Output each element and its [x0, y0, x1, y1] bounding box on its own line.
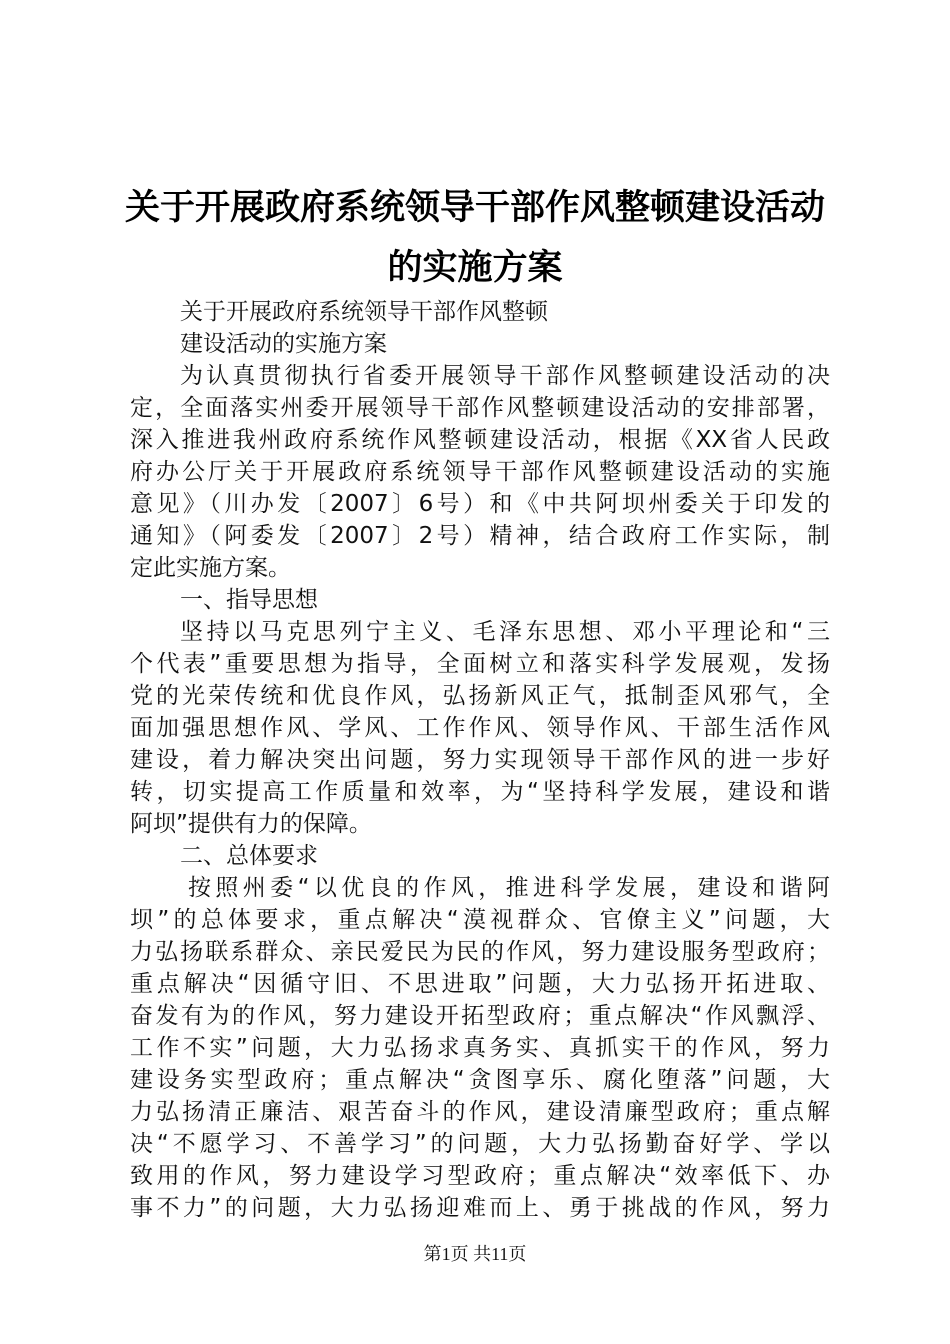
paragraph-line: 定此实施方案。 — [130, 555, 291, 581]
paragraph-line: 府办公厅关于开展政府系统领导干部作风整顿建设活动的实施 — [130, 459, 830, 485]
document-title-line-2: 的实施方案 — [387, 247, 563, 288]
paragraph-line: 面加强思想作风、学风、工作作风、领导作风、干部生活作风 — [130, 715, 830, 741]
paragraph-line: 深入推进我州政府系统作风整顿建设活动，根据《XX省人民政 — [130, 427, 830, 453]
paragraph-line: 力弘扬联系群众、亲民爱民为民的作风，努力建设服务型政府； — [130, 939, 830, 965]
paragraph-line: 定，全面落实州委开展领导干部作风整顿建设活动的安排部署， — [130, 395, 830, 421]
paragraph-line: 奋发有为的作风，努力建设开拓型政府；重点解决“作风飘浮、 — [130, 1003, 830, 1029]
paragraph-line: 力弘扬清正廉洁、艰苦奋斗的作风，建设清廉型政府；重点解 — [130, 1099, 830, 1125]
paragraph-line: 按照州委“以优良的作风，推进科学发展，建设和谐阿 — [188, 875, 830, 901]
section-heading-general-requirements: 二、总体要求 — [180, 843, 318, 869]
section-heading-guiding-thought: 一、指导思想 — [180, 587, 318, 613]
paragraph-line: 意见》（川办发〔2007〕6号）和《中共阿坝州委关于印发的 — [130, 491, 830, 517]
page-number-footer: 第1页 共11页 — [423, 1244, 527, 1264]
paragraph-line: 重点解决“因循守旧、不思进取”问题，大力弘扬开拓进取、 — [130, 971, 830, 997]
subtitle-line-2: 建设活动的实施方案 — [180, 331, 387, 357]
paragraph-line: 坝”的总体要求，重点解决“漠视群众、官僚主义”问题，大 — [130, 907, 830, 933]
paragraph-line: 为认真贯彻执行省委开展领导干部作风整顿建设活动的决 — [180, 363, 830, 389]
paragraph-line: 致用的作风，努力建设学习型政府；重点解决“效率低下、办 — [130, 1163, 830, 1189]
document-title-line-1: 关于开展政府系统领导干部作风整顿建设活动 — [124, 187, 825, 228]
paragraph-line: 事不力”的问题，大力弘扬迎难而上、勇于挑战的作风，努力 — [130, 1195, 830, 1221]
paragraph-line: 转，切实提高工作质量和效率，为“坚持科学发展，建设和谐 — [130, 779, 830, 805]
paragraph-line: 决“不愿学习、不善学习”的问题，大力弘扬勤奋好学、学以 — [130, 1131, 830, 1157]
subtitle-line-1: 关于开展政府系统领导干部作风整顿 — [180, 299, 548, 325]
paragraph-line: 工作不实”问题，大力弘扬求真务实、真抓实干的作风，努力 — [130, 1035, 830, 1061]
paragraph-line: 阿坝”提供有力的保障。 — [130, 811, 372, 837]
paragraph-line: 坚持以马克思列宁主义、毛泽东思想、邓小平理论和“三 — [180, 619, 830, 645]
paragraph-line: 党的光荣传统和优良作风，弘扬新风正气，抵制歪风邪气，全 — [130, 683, 830, 709]
paragraph-line: 建设，着力解决突出问题，努力实现领导干部作风的进一步好 — [130, 747, 830, 773]
paragraph-line: 通知》（阿委发〔2007〕2号）精神，结合政府工作实际，制 — [130, 523, 830, 549]
paragraph-line: 个代表”重要思想为指导，全面树立和落实科学发展观，发扬 — [130, 651, 830, 677]
paragraph-line: 建设务实型政府；重点解决“贪图享乐、腐化堕落”问题，大 — [130, 1067, 830, 1093]
